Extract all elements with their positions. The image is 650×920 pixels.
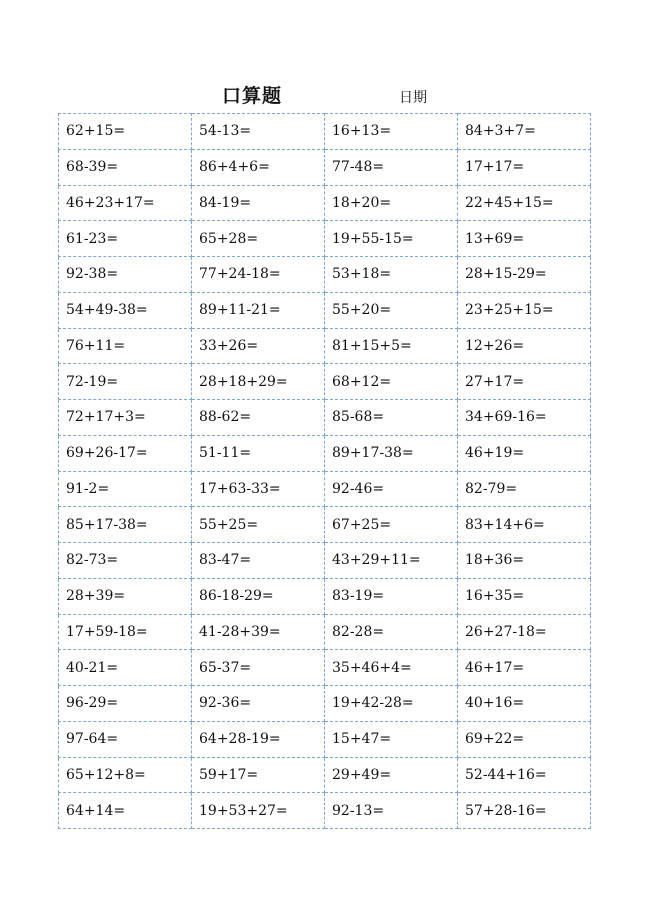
- problem-cell: 82-73=: [59, 543, 192, 579]
- problem-cell: 62+15=: [59, 114, 192, 150]
- problem-cell: 69+26-17=: [59, 435, 192, 471]
- problem-cell: 91-2=: [59, 471, 192, 507]
- problem-row: [59, 471, 591, 507]
- problem-cell: 64+28-19=: [192, 721, 325, 757]
- problem-cell: 83-19=: [325, 578, 458, 614]
- problem-cell: 59+17=: [192, 757, 325, 793]
- problem-row: [59, 721, 591, 757]
- problem-row: [59, 149, 591, 185]
- page-title: 口算题: [222, 85, 283, 107]
- problem-cell: 86+4+6=: [192, 149, 325, 185]
- problem-cell: 84+3+7=: [458, 114, 591, 150]
- problem-cell: 83+14+6=: [458, 507, 591, 543]
- problem-row: [59, 507, 591, 543]
- problem-cell: 13+69=: [458, 221, 591, 257]
- problem-row: [59, 185, 591, 221]
- date-label: 日期: [399, 90, 427, 106]
- problem-cell: 18+36=: [458, 543, 591, 579]
- problem-row: [59, 686, 591, 722]
- problem-cell: 92-38=: [59, 257, 192, 293]
- problem-cell: 76+11=: [59, 328, 192, 364]
- problem-cell: 19+55-15=: [325, 221, 458, 257]
- problem-row: [59, 543, 591, 579]
- problem-row: [59, 650, 591, 686]
- problem-row: [59, 292, 591, 328]
- problem-cell: 40+16=: [458, 686, 591, 722]
- problem-cell: 92-46=: [325, 471, 458, 507]
- problem-cell: 27+17=: [458, 364, 591, 400]
- problem-cell: 54+49-38=: [59, 292, 192, 328]
- problem-cell: 55+20=: [325, 292, 458, 328]
- problem-cell: 40-21=: [59, 650, 192, 686]
- problem-cell: 17+59-18=: [59, 614, 192, 650]
- problem-cell: 82-28=: [325, 614, 458, 650]
- problem-cell: 46+17=: [458, 650, 591, 686]
- problem-cell: 12+26=: [458, 328, 591, 364]
- problem-cell: 17+17=: [458, 149, 591, 185]
- problem-cell: 77-48=: [325, 149, 458, 185]
- problem-cell: 19+53+27=: [192, 793, 325, 829]
- problem-cell: 96-29=: [59, 686, 192, 722]
- problem-row: [59, 578, 591, 614]
- problem-cell: 35+46+4=: [325, 650, 458, 686]
- problem-cell: 55+25=: [192, 507, 325, 543]
- problem-cell: 92-36=: [192, 686, 325, 722]
- problem-cell: 89+11-21=: [192, 292, 325, 328]
- problem-cell: 88-62=: [192, 400, 325, 436]
- problem-row: [59, 793, 591, 829]
- problem-cell: 69+22=: [458, 721, 591, 757]
- problem-cell: 68-39=: [59, 149, 192, 185]
- problem-cell: 84-19=: [192, 185, 325, 221]
- problem-row: [59, 614, 591, 650]
- problem-cell: 46+19=: [458, 435, 591, 471]
- problem-row: [59, 435, 591, 471]
- problem-cell: 28+39=: [59, 578, 192, 614]
- problem-row: [59, 114, 591, 150]
- problem-cell: 57+28-16=: [458, 793, 591, 829]
- problem-row: [59, 400, 591, 436]
- problem-cell: 65+12+8=: [59, 757, 192, 793]
- problem-cell: 81+15+5=: [325, 328, 458, 364]
- problem-cell: 28+15-29=: [458, 257, 591, 293]
- problem-cell: 23+25+15=: [458, 292, 591, 328]
- problem-cell: 19+42-28=: [325, 686, 458, 722]
- problem-cell: 15+47=: [325, 721, 458, 757]
- problem-row: [59, 757, 591, 793]
- problem-cell: 34+69-16=: [458, 400, 591, 436]
- problem-cell: 65-37=: [192, 650, 325, 686]
- problem-grid-body: [59, 114, 591, 829]
- problem-cell: 18+20=: [325, 185, 458, 221]
- problem-cell: 26+27-18=: [458, 614, 591, 650]
- problem-cell: 68+12=: [325, 364, 458, 400]
- problem-cell: 72+17+3=: [59, 400, 192, 436]
- problem-cell: 41-28+39=: [192, 614, 325, 650]
- problem-row: [59, 221, 591, 257]
- problem-cell: 17+63-33=: [192, 471, 325, 507]
- problem-grid: [58, 113, 591, 829]
- problem-cell: 54-13=: [192, 114, 325, 150]
- problem-cell: 85+17-38=: [59, 507, 192, 543]
- problem-cell: 83-47=: [192, 543, 325, 579]
- problem-cell: 46+23+17=: [59, 185, 192, 221]
- problem-cell: 77+24-18=: [192, 257, 325, 293]
- problem-cell: 82-79=: [458, 471, 591, 507]
- problem-cell: 97-64=: [59, 721, 192, 757]
- problem-cell: 52-44+16=: [458, 757, 591, 793]
- problem-cell: 61-23=: [59, 221, 192, 257]
- problem-row: [59, 257, 591, 293]
- problem-cell: 64+14=: [59, 793, 192, 829]
- problem-row: [59, 328, 591, 364]
- problem-cell: 92-13=: [325, 793, 458, 829]
- problem-cell: 29+49=: [325, 757, 458, 793]
- problem-cell: 85-68=: [325, 400, 458, 436]
- problem-cell: 89+17-38=: [325, 435, 458, 471]
- problem-cell: 28+18+29=: [192, 364, 325, 400]
- problem-row: [59, 364, 591, 400]
- problem-cell: 53+18=: [325, 257, 458, 293]
- problem-cell: 22+45+15=: [458, 185, 591, 221]
- problem-cell: 51-11=: [192, 435, 325, 471]
- problem-cell: 16+35=: [458, 578, 591, 614]
- problem-cell: 33+26=: [192, 328, 325, 364]
- problem-cell: 67+25=: [325, 507, 458, 543]
- problem-cell: 86-18-29=: [192, 578, 325, 614]
- problem-cell: 72-19=: [59, 364, 192, 400]
- problem-cell: 16+13=: [325, 114, 458, 150]
- problem-cell: 65+28=: [192, 221, 325, 257]
- problem-cell: 43+29+11=: [325, 543, 458, 579]
